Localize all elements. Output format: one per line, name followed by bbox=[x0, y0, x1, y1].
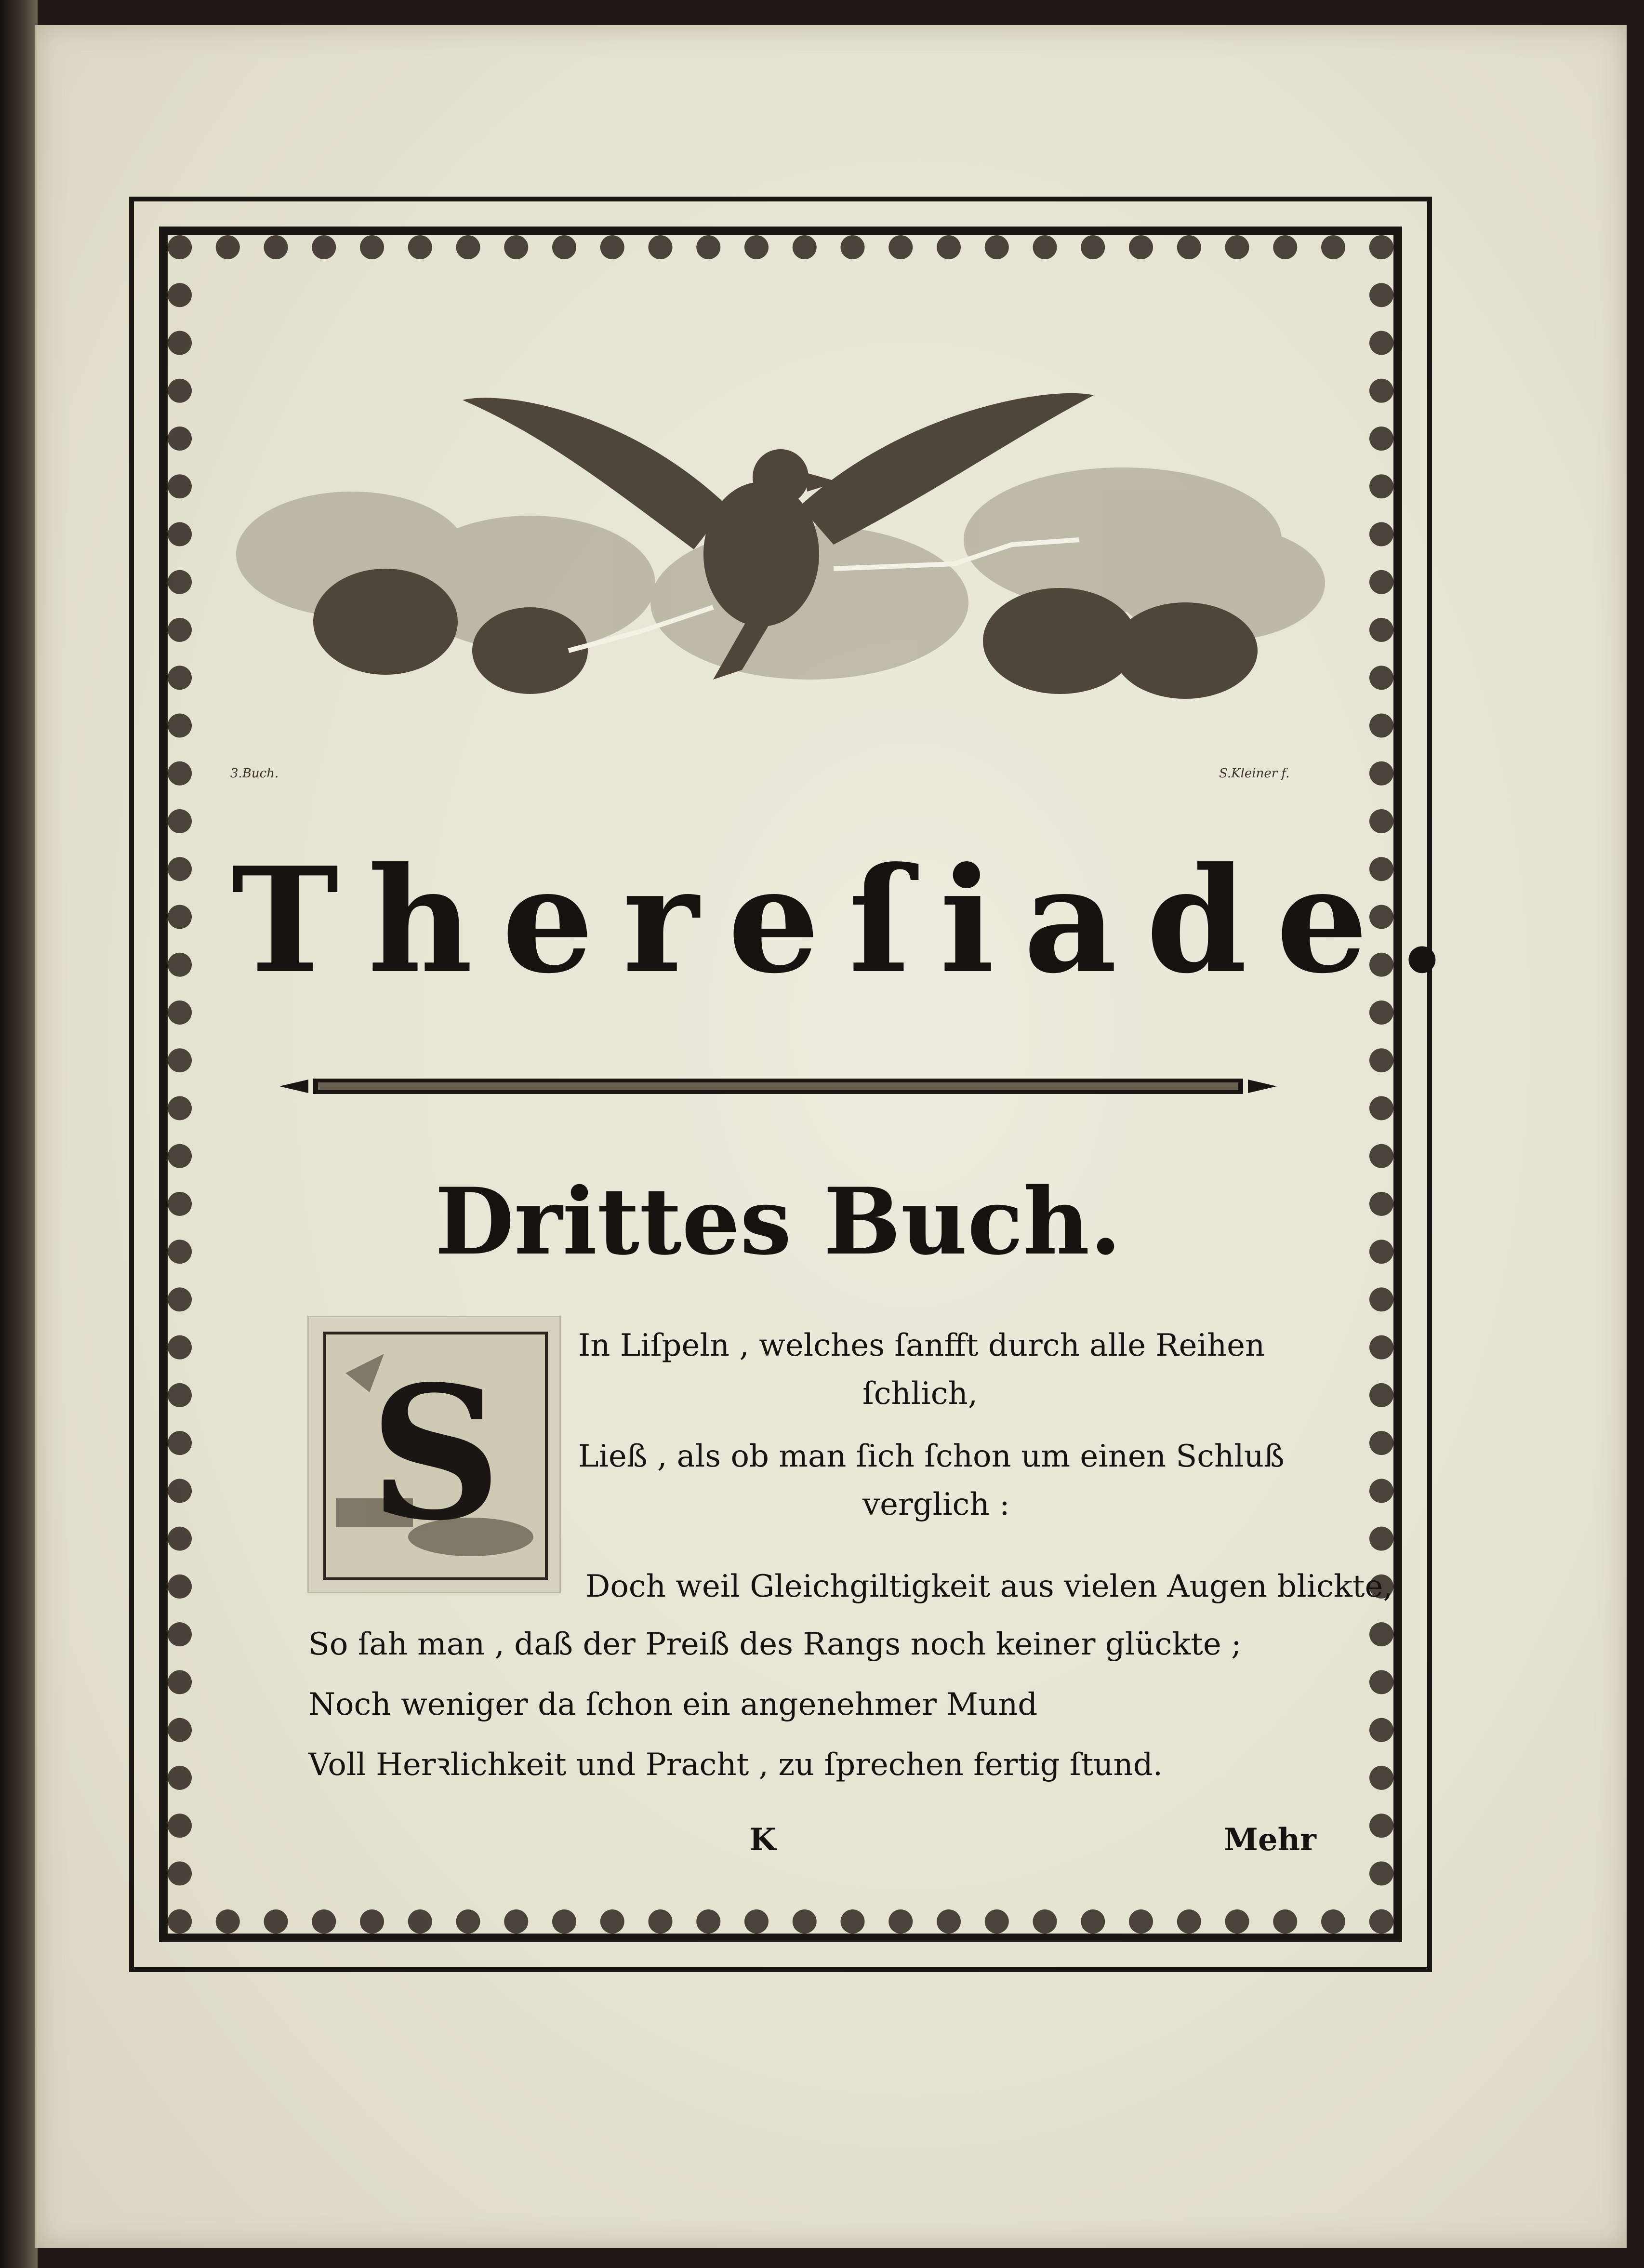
poem-line: ſchlich, bbox=[862, 1376, 978, 1412]
book-spine bbox=[0, 0, 38, 2268]
decorated-initial bbox=[307, 1316, 561, 1593]
poem-line: Ließ , als ob man ſich ſchon um einen Schluß bbox=[578, 1439, 1285, 1474]
initial-letter: S bbox=[369, 1346, 502, 1561]
engraved-vignette-eagle bbox=[231, 381, 1325, 781]
ornamental-rule bbox=[279, 1076, 1277, 1097]
poem-line: verglich : bbox=[862, 1487, 1010, 1522]
page-title: Thereſiade. bbox=[231, 835, 1476, 1005]
poem-line: Doch weil Gleichgiltigkeit aus vielen Augen blickte, bbox=[585, 1569, 1393, 1604]
vignette-caption-right: S.Kleiner f. bbox=[1219, 766, 1290, 781]
poem-line: In Liſpeln , welches ſanfft durch alle Reihen bbox=[578, 1328, 1265, 1363]
poem-line: Noch weniger da ſchon ein angenehmer Mund bbox=[308, 1687, 1038, 1722]
book-subtitle: Drittes Buch. bbox=[435, 1168, 1122, 1275]
poem-line: So ſah man , daß der Preiß des Rangs noch keiner glückte ; bbox=[308, 1627, 1242, 1662]
poem-line: Voll Herꝛlichkeit und Pracht , zu ſprechen fertig ſtund. bbox=[308, 1747, 1163, 1783]
catchword: Mehr bbox=[1224, 1822, 1316, 1858]
signature-mark: K bbox=[749, 1822, 776, 1858]
decorated-initial-engraving bbox=[323, 1332, 548, 1580]
vignette-caption-left: 3.Buch. bbox=[230, 766, 279, 781]
